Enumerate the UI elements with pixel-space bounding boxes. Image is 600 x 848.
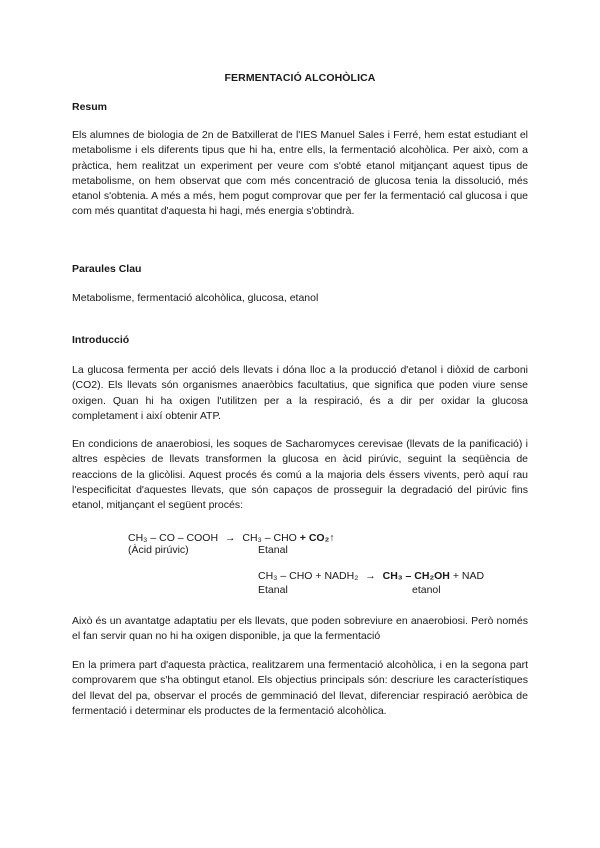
reaction-1 [128,532,335,544]
reaction-1-reactant: CH₃ – CO – COOH [128,532,219,544]
reaction-2-reactant-label: Etanal [258,584,288,596]
introduction-paragraph-3: Això és un avantatge adaptatiu per els llevats, que poden sobreviure en anaerobiosi. Però només el fan servir quan no hi ha oxigen disponible, ja que la fermentació [72,615,528,643]
resum-paragraph: Els alumnes de biologia de 2n de Batxillerat de l'IES Manuel Sales i Ferré, hem estat estudiant el metabolisme i els diferents tipus que hi ha, entre ells, la fermentació alcohòlica. Per això, com a pràctica, hem realitzat un experiment per veure com s'obté etanol mitjançant aquest tipus de metabolisme, on hem observat que com més concentració de glucosa tenia la dissolució, més etanol s'obtenia. A més a més, hem pogut comprovar que per fer la fermentació cal glucosa i que com més quantitat d'aquesta hi hagi, més energia s'obtindrà. [72,129,528,218]
reaction-2-arrow: → [365,570,376,582]
introduction-paragraph-2: En condicions de anaerobiosi, les soques de Sacharomyces cerevisae (llevats de la panificació) i altres espècies de llevats transformen la glucosa en àcid pirúvic, seguint la seqüència de reaccions de la glicòlisi. Aquest procés és comú a la majoria dels éssers vivents, però aquí rau l'especificitat d'aquestes llevats, que són capaços de prosseguir la degradació del pirúvic fins etanol, mitjançant el següent procés: [72,438,528,512]
reaction-2-product-label: etanol [412,584,441,596]
reaction-1-reactant-label: (Àcid pirúvic) [128,544,189,556]
reaction-1-product-2: CO₂↑ [308,532,335,544]
introduction-paragraph-4: En la primera part d'aquesta pràctica, realitzarem una fermentació alcohòlica, i en la segona part comprovarem que s'ha obtingut etanol. Els objectius principals són: descriure les característiques del llevat del pa, observar el procés de gemminació del llevat, diferenciar respiració aeròbica de fermentació i determinar els productes de la fermentació alcohòlica. [72,659,528,717]
reaction-2-plus-2: + [452,570,459,582]
introduction-heading: Introducció [72,334,130,346]
reaction-2-reactant-2: NADH₂ [324,570,359,582]
reaction-1-product-1: CH₃ – CHO [242,532,297,544]
reaction-2-product-1: CH₃ – CH₂OH [382,570,450,582]
reaction-1-plus: + [299,532,306,544]
reaction-1-arrow: → [224,532,236,544]
document-title: FERMENTACIÓ ALCOHÒLICA [224,72,376,84]
resum-heading: Resum [72,101,108,113]
reaction-2-product-2: NAD [461,570,485,582]
reaction-2-plus-1: + [315,570,322,582]
keywords-heading: Paraules Clau [72,263,142,275]
keywords-text: Metabolisme, fermentació alcohòlica, glucosa, etanol [72,292,319,304]
reaction-2 [258,570,484,582]
reaction-1-product-label: Etanal [258,544,288,556]
introduction-paragraph-1: La glucosa fermenta per acció dels llevats i dóna lloc a la producció d'etanol i diòxid de carboni (CO2). Els llevats són organismes anaeròbics facultatius, que significa que poden viure sense oxigen. Quan hi ha oxigen l'utilitzen per a la respiració, és a dir per oxidar la glucosa completament i així obtenir ATP. [72,364,528,422]
reaction-2-reactant-1: CH₃ – CHO [258,570,313,582]
